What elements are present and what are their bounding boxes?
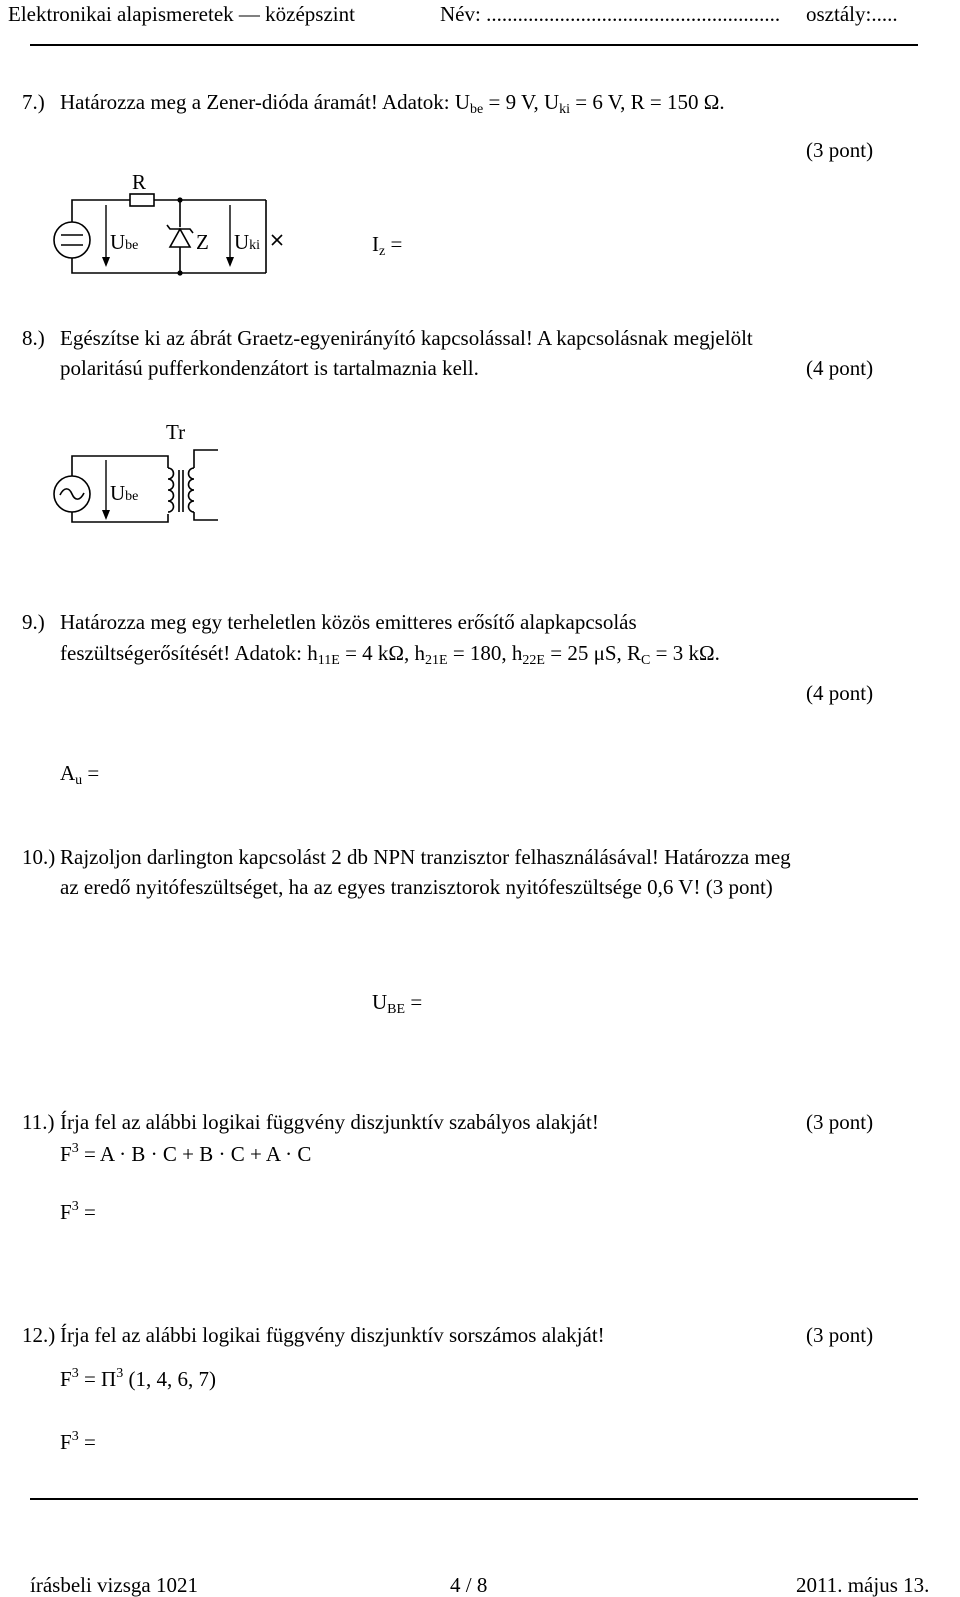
q8-points: (4 pont) (806, 356, 874, 380)
q8-line2: polaritású pufferkondenzátort is tartalmaznia kell. (60, 356, 479, 380)
q12-number: 12.) (22, 1323, 56, 1347)
q7-points: (3 pont) (806, 138, 874, 162)
q11-text: Írja fel az alábbi logikai függvény diszjunktív szabályos alakját! (60, 1110, 599, 1134)
q7-text (60, 90, 725, 117)
q12-answer: $F^3$ = (60, 1429, 96, 1454)
q7-label-uki: Uki (234, 230, 261, 254)
q10-answer: $U_{BE}$ = (372, 990, 423, 1017)
q7-zener-circuit (48, 165, 348, 285)
q12-formula: $F^3 = \Pi^3$ (1, 4, 6, 7) (60, 1366, 216, 1391)
q12-points: (3 pont) (806, 1323, 874, 1347)
footer-left: írásbeli vizsga 1021 (30, 1573, 198, 1597)
header-name-field: Név: ........................................................ (440, 2, 781, 26)
q10-number: 10.) (22, 845, 56, 869)
q8-label-tr: Tr (166, 420, 186, 444)
q7-label-z: Z (196, 230, 209, 254)
q11-answer: $F^3$ = (60, 1199, 96, 1224)
q11-points: (3 pont) (806, 1110, 874, 1134)
q7-text-b: = 9 V, U (483, 90, 560, 114)
footer-rule (30, 1498, 918, 1500)
q7-sub-ki: ki (559, 102, 570, 117)
q9-number: 9.) (22, 610, 45, 634)
q7-label-ube: Ube (110, 230, 139, 254)
q8-primary-coil (168, 468, 174, 512)
q9-answer: $A_u$ = (60, 761, 100, 788)
q7-zener-symbol (170, 229, 190, 247)
footer-right: 2011. május 13. (796, 1573, 930, 1597)
q7-text-c: = 6 V, R = 150 Ω. (570, 90, 725, 114)
q10-line1: Rajzoljon darlington kapcsolást 2 db NPN tranzisztor felhasználásával! Határozza meg (60, 845, 791, 869)
q9-line2: feszültségerősítését! Adatok: $h_{11E} = 4$ kΩ, $h_{21E} = 180$, $h_{22E} = 25$ μS, $R_C = 3$ kΩ. (60, 641, 720, 668)
q12-text: Írja fel az alábbi logikai függvény diszjunktív sorszámos alakját! (60, 1323, 605, 1347)
q7-label-r: R (132, 170, 147, 194)
header-title: Elektronikai alapismeretek — középszint (8, 2, 355, 26)
q8-transformer-circuit (48, 418, 248, 538)
q9-line1: Határozza meg egy terheletlen közös emitteres erősítő alapkapcsolás (60, 610, 637, 634)
q11-number: 11.) (22, 1110, 55, 1134)
footer-center: 4 / 8 (450, 1573, 488, 1597)
q10-line2: az eredő nyitófeszültséget, ha az egyes tranzisztorok nyitófeszültsége 0,6 V! (3 pont) (60, 875, 773, 899)
q7-source-symbol (54, 222, 90, 258)
q9-points: (4 pont) (806, 681, 874, 705)
q8-line1: Egészítse ki az ábrát Graetz-egyenirányító kapcsolással! A kapcsolásnak megjelölt (60, 326, 753, 350)
q7-number: 7.) (22, 90, 45, 114)
header-rule (30, 44, 918, 46)
q7-text-a: Határozza meg a Zener-dióda áramát! Adatok: U (60, 90, 471, 114)
q8-label-ube: Ube (110, 481, 139, 505)
q8-secondary-coil (189, 468, 195, 512)
q11-formula: $F^3 = A \cdot B \cdot C + B \cdot C + A \cdot C$ (60, 1141, 312, 1166)
q7-resistor-symbol (130, 194, 154, 206)
q7-sub-be: be (470, 102, 484, 117)
q7-answer: $I_z$ = (372, 232, 403, 259)
header-class-field: osztály:..... (806, 2, 898, 26)
q8-number: 8.) (22, 326, 45, 350)
